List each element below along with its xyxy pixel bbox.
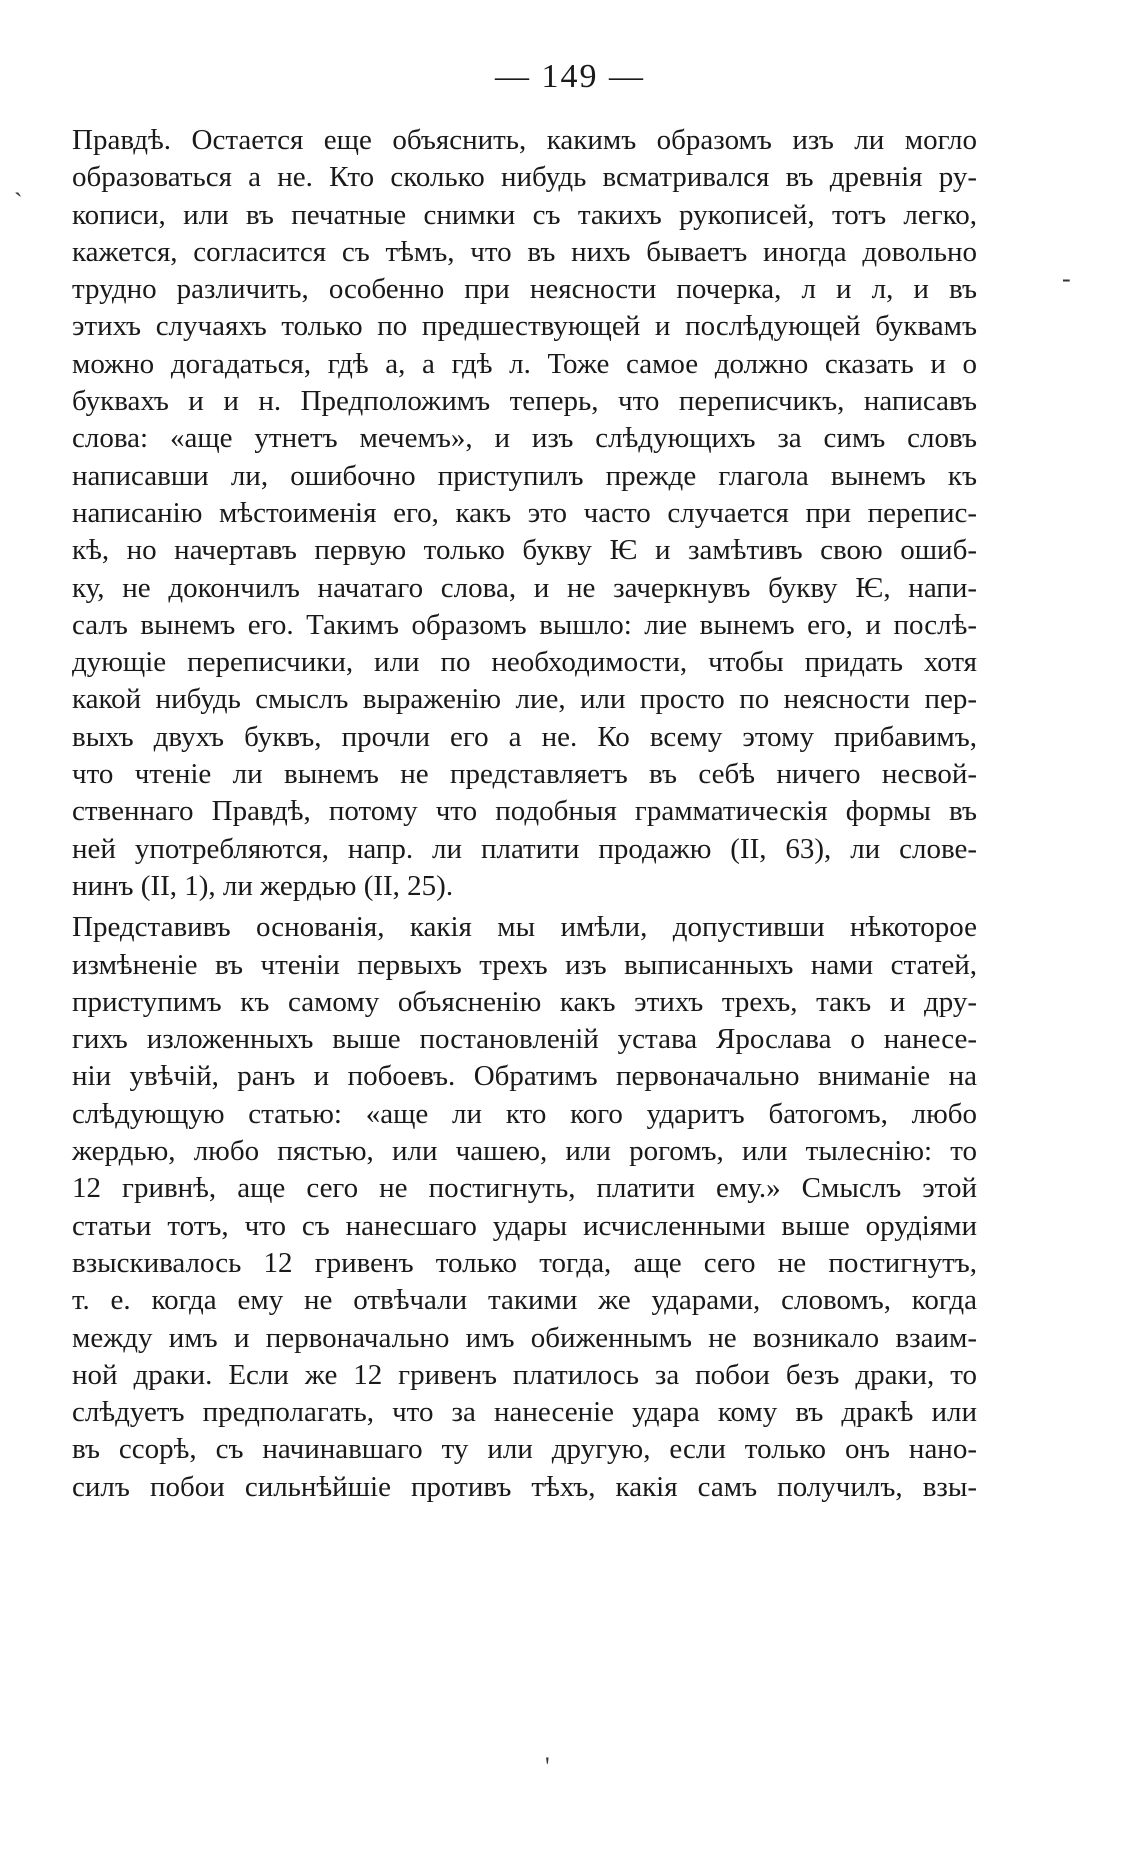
text-line: какой нибудь смыслъ выраженію лие, или просто по неясности пер- [72,683,977,716]
text-line: измѣненіе въ чтеніи первыхъ трехъ изъ выписанныхъ нами статей, [72,948,977,981]
text-line: ственнаго Правдѣ, потому что подобныя грамматическія формы въ [72,795,977,828]
text-line: въ ссорѣ, съ начинавшаго ту или другую, если только онъ нано- [72,1433,977,1466]
margin-mark-bottom: ' [545,1752,550,1781]
text-line: что чтеніе ли вынемъ не представляетъ въ себѣ ничего несвой- [72,758,977,791]
text-line: жердью, любо пястью, или чашею, или рогомъ, или тылеснію: то [72,1135,977,1168]
text-line: ней употребляются, напр. ли платити продажю (II, 63), ли слове- [72,832,977,865]
text-line: написанію мѣстоименія его, какъ это часто случается при перепис- [72,496,977,529]
text-line: буквахъ и и н. Предположимъ теперь, что переписчикъ, написавъ [72,385,977,418]
text-line: слова: «аще утнетъ мечемъ», и изъ слѣдующихъ за симъ словъ [72,422,977,455]
text-line: кажется, согласится съ тѣмъ, что въ нихъ бываетъ иногда довольно [72,235,977,268]
page-number: — 149 — [495,58,645,95]
text-line: взыскивалось 12 гривенъ только тогда, аще сего не постигнутъ, [72,1246,977,1279]
text-line: ной драки. Если же 12 гривенъ платилось за побои безъ драки, то [72,1358,977,1391]
margin-mark-right: - [1062,264,1071,293]
text-line: дующіе переписчики, или по необходимости, чтобы придать хотя [72,646,977,679]
text-line: выхъ двухъ буквъ, прочли его а не. Ко всему этому прибавимъ, [72,720,977,753]
text-line: нинъ (II, 1), ли жердью (II, 25). [72,869,454,902]
text-line: Представивъ основанія, какія мы имѣли, допустивши нѣкоторое [72,911,977,944]
text-line: написавши ли, ошибочно приступилъ прежде глагола вынемъ къ [72,459,977,492]
text-line: кѣ, но начертавъ первую только букву Ѥ и замѣтивъ свою ошиб- [72,534,977,567]
text-line: ніи увѣчій, ранъ и побоевъ. Обратимъ первоначально вниманіе на [72,1060,977,1093]
paragraph-2 [72,909,977,1506]
text-line: силъ побои сильнѣйшіе противъ тѣхъ, какія самъ получилъ, взы- [72,1470,977,1503]
text-line: т. е. когда ему не отвѣчали такими же ударами, словомъ, когда [72,1284,977,1317]
text-line: образоваться а не. Кто сколько нибудь всматривался въ древнія ру- [72,161,977,194]
text-line: гихъ изложенныхъ выше постановленій устава Ярослава о нанесе- [72,1023,977,1056]
text-line: 12 гривнѣ, аще сего не постигнуть, платити ему.» Смыслъ этой [72,1172,977,1205]
body-text [72,122,977,1506]
text-line: этихъ случаяхъ только по предшествующей и послѣдующей буквамъ [72,310,977,343]
text-line: статьи тотъ, что съ нанесшаго удары исчисленными выше орудіями [72,1209,977,1242]
text-line: слѣдующую статью: «аще ли кто кого ударитъ батогомъ, любо [72,1097,977,1130]
text-line: ку, не докончилъ начатаго слова, и не зачеркнувъ букву Ѥ, напи- [72,571,977,604]
text-line: трудно различить, особенно при неясности почерка, л и л, и въ [72,273,977,306]
text-line: салъ вынемъ его. Такимъ образомъ вышло: лие вынемъ его, и послѣ- [72,608,977,641]
margin-mark-left: ` [14,188,23,217]
text-line: между имъ и первоначально имъ обиженнымъ не возникало взаим- [72,1321,977,1354]
text-line: кописи, или въ печатные снимки съ такихъ рукописей, тотъ легко, [72,198,977,231]
text-line: слѣдуетъ предполагать, что за нанесеніе удара кому въ дракѣ или [72,1396,977,1429]
paragraph-1 [72,122,977,905]
text-line: можно догадаться, гдѣ а, а гдѣ л. Тоже самое должно сказать и о [72,347,977,380]
text-line: приступимъ къ самому объясненію какъ этихъ трехъ, такъ и дру- [72,985,977,1018]
text-line: Правдѣ. Остается еще объяснить, какимъ образомъ изъ ли могло [72,124,977,156]
